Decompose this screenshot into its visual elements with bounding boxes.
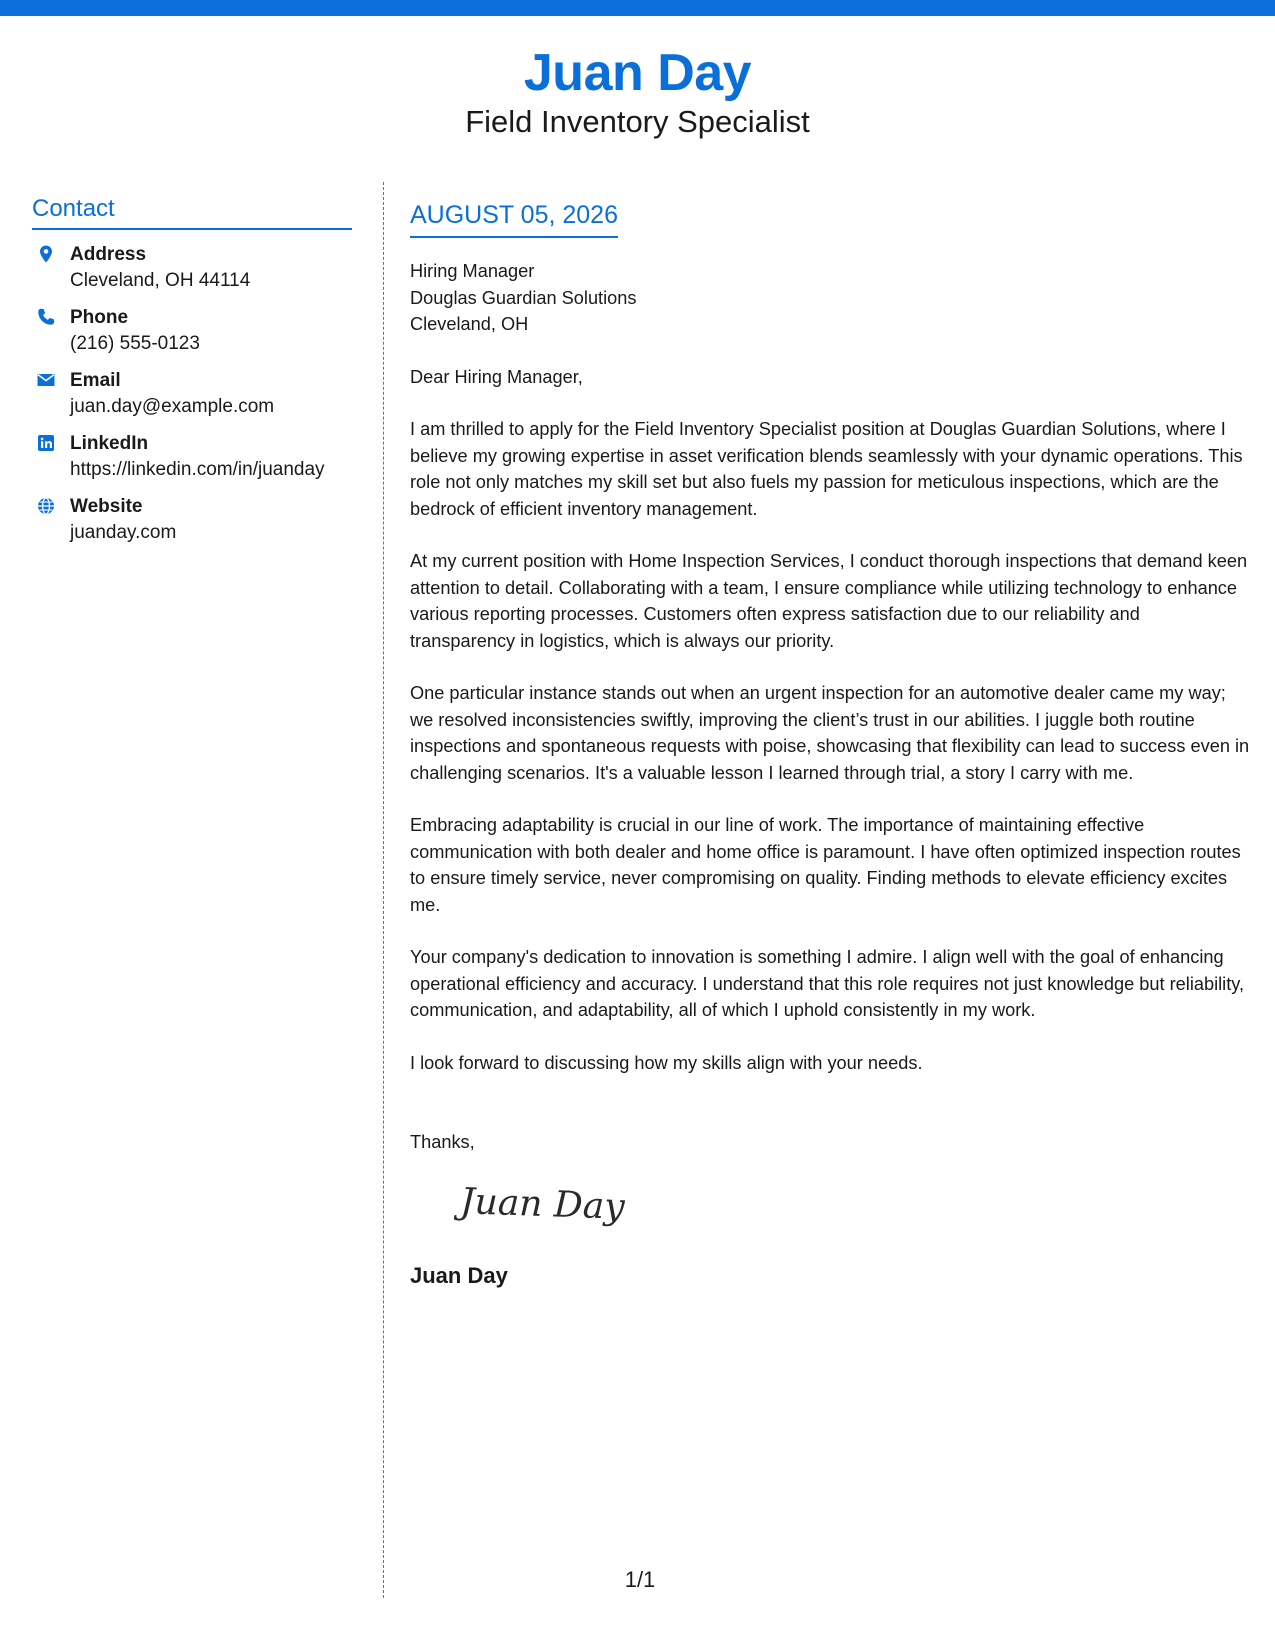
body-paragraph: I look forward to discussing how my skills align with your needs.: [410, 1052, 923, 1073]
column-divider: [383, 182, 384, 1598]
signature-script: Juan Day: [459, 1180, 626, 1228]
closing: Thanks,: [410, 1132, 475, 1152]
page-number: 1/1: [624, 1567, 656, 1592]
contact-label: Email: [70, 370, 121, 391]
contact-value: (216) 555-0123: [70, 333, 200, 354]
phone-icon: [36, 307, 56, 327]
contact-phone: [32, 305, 352, 368]
map-pin-icon: [36, 244, 56, 264]
signature-image: [454, 1176, 644, 1236]
recipient-line: Hiring Manager: [410, 261, 535, 281]
contact-list: [32, 242, 352, 557]
recipient-block: [410, 258, 1250, 338]
body-paragraph: At my current position with Home Inspection Services, I conduct thorough inspections that demand keen attention to detail. Collaborating with a team, I ensure compliance while utilizing technology to enhance various reporting processes. Customers often express satisfaction due to our reliability and transparency in logistics, which is always our priority.: [410, 551, 1248, 651]
contact-website: [32, 494, 352, 557]
letter-date: AUGUST 05, 2026: [410, 198, 618, 238]
contact-label: LinkedIn: [70, 433, 149, 454]
contact-email: [32, 368, 352, 431]
email-icon: [36, 370, 56, 390]
salutation: Dear Hiring Manager,: [410, 366, 583, 387]
applicant-name: Juan Day: [523, 44, 752, 102]
body-paragraph: One particular instance stands out when an urgent inspection for an automotive dealer came my way; we resolved inconsistencies swiftly, improving the client’s trust in our abilities. I juggle both routine inspections and spontaneous requests with poise, showcasing that flexibility can lead to success even in challenging scenarios. It's a valuable lesson I learned through trial, a story I carry with me.: [410, 683, 1250, 783]
contact-linkedin: [32, 431, 352, 494]
contact-label: Website: [70, 496, 143, 517]
contact-address: [32, 242, 352, 305]
contact-value: juan.day@example.com: [70, 396, 275, 417]
linkedin-icon: [36, 433, 56, 453]
contact-label: Phone: [70, 307, 129, 328]
recipient-line: Douglas Guardian Solutions: [410, 287, 637, 308]
body-paragraph: Your company's dedication to innovation is something I admire. I align well with the goal of enhancing operational efficiency and accuracy. I understand that this role requires not just knowledge but reliability, communication, and adaptability, all of which I uphold consistently in my work.: [410, 947, 1245, 1020]
letter-body: [410, 198, 1250, 1291]
contact-value: Cleveland, OH 44114: [70, 270, 251, 291]
recipient-line: Cleveland, OH: [410, 314, 529, 334]
contact-label: Address: [70, 244, 147, 265]
body-paragraph: I am thrilled to apply for the Field Inventory Specialist position at Douglas Guardian Solutions, where I believe my growing expertise in asset verification blends seamlessly with your dynamic operations. This role not only matches my skill set but also fuels my passion for meticulous inspections, which are the bedrock of efficient inventory management.: [410, 419, 1243, 519]
contact-sidebar: [32, 194, 352, 557]
top-accent-bar: [0, 0, 1275, 16]
body-paragraph: Embracing adaptability is crucial in our line of work. The importance of maintaining effective communication with both dealer and home office is paramount. I have often optimized inspection routes to ensure timely service, never compromising on quality. Finding methods to elevate efficiency excites me.: [410, 815, 1241, 915]
contact-value: juanday.com: [70, 522, 177, 543]
applicant-title: Field Inventory Specialist: [465, 104, 810, 139]
letter-header: [0, 40, 1275, 142]
contact-value: https://linkedin.com/in/juanday: [70, 459, 325, 480]
contact-heading: Contact: [32, 194, 352, 230]
signature-name: Juan Day: [410, 1262, 508, 1288]
globe-icon: [36, 496, 56, 516]
